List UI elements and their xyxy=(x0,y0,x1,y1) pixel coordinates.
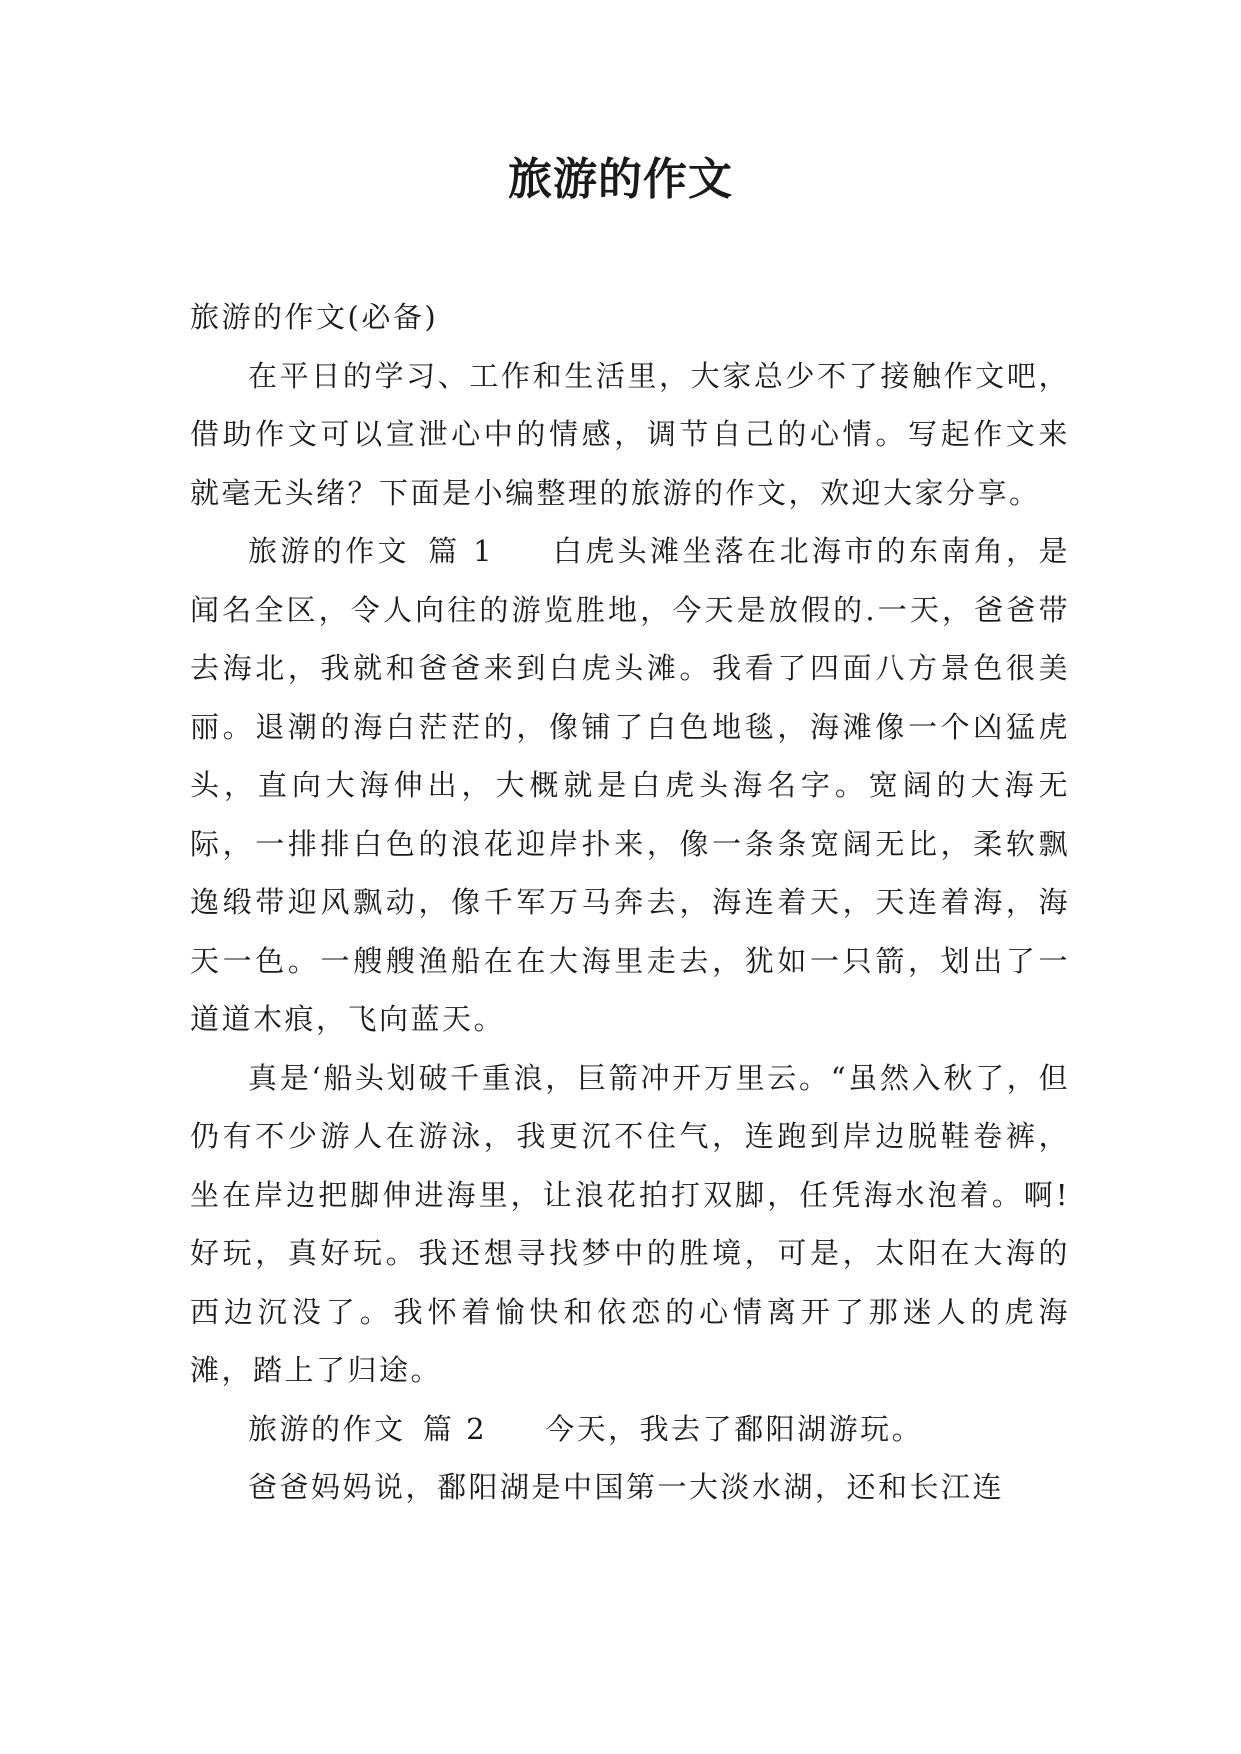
article-2-heading: 旅游的作文 xyxy=(248,1411,406,1446)
article-2-paragraph-1: 今天，我去了鄱阳湖游玩。 xyxy=(545,1411,924,1446)
document-body xyxy=(190,288,1070,1517)
article-2-paragraph-2: 爸爸妈妈说，鄱阳湖是中国第一大淡水湖，还和长江连 xyxy=(248,1470,1005,1504)
article-1-paragraph-2: 真是‘船头划破千重浪，巨箭冲开万里云。“虽然入秋了，但仍有不少游人在游泳，我更沉不住气，连跑到岸边脱鞋卷裤，坐在岸边把脚伸进海里，让浪花拍打双脚，任凭海水泡着。啊!好玩，真好玩。我还想寻找梦中的胜境，可是，太阳在大海的西边沉没了。我怀着愉快和依恋的心情离开了那迷人的虎海滩，踏上了归途。 xyxy=(190,1060,1070,1387)
article-1-first-paragraph xyxy=(190,522,1070,1049)
article-2-label: 篇 2 xyxy=(422,1411,488,1446)
article-1-label: 篇 1 xyxy=(427,534,495,568)
intro-paragraph: 在平日的学习、工作和生活里，大家总少不了接触作文吧，借助作文可以宣泄心中的情感，调节自己的心情。写起作文来就毫无头绪？下面是小编整理的旅游的作文，欢迎大家分享。 xyxy=(190,358,1070,510)
document-title: 旅游的作文 xyxy=(508,154,733,205)
document-subtitle: 旅游的作文(必备) xyxy=(190,300,439,334)
article-2-first-paragraph xyxy=(190,1400,1070,1459)
article-1-heading: 旅游的作文 xyxy=(248,534,410,568)
article-1-paragraph-1: 白虎头滩坐落在北海市的东南角，是闻名全区，令人向往的游览胜地，今天是放假的.一天，爸爸带去海北，我就和爸爸来到白虎头滩。我看了四面八方景色很美丽。退潮的海白茫茫的，像铺了白色地毯，海滩像一个凶猛虎头，直向大海伸出，大概就是白虎头海名字。宽阔的大海无际，一排排白色的浪花迎岸扑来，像一条条宽阔无比，柔软飘逸缎带迎风飘动，像千军万马奔去，海连着天，天连着海，海天一色。一艘艘渔船在在大海里走去，犹如一只箭，划出了一道道木痕，飞向蓝天。 xyxy=(190,534,1070,1036)
